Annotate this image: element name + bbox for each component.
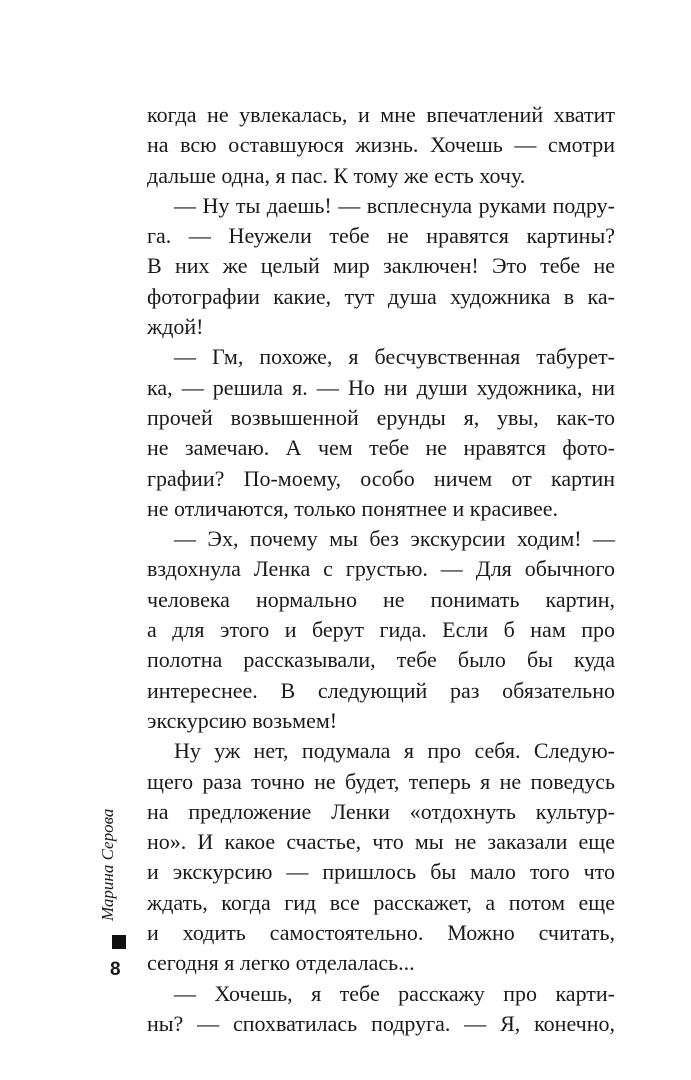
text-line: не отличаются, только понятнее и красивее. [147, 495, 559, 521]
text-line: — Эх, почему мы без экскурсии ходим! — [174, 526, 615, 552]
text-line: дальше одна, я пас. К тому же есть хочу. [147, 162, 526, 188]
text-line: В них же целый мир заключен! Это тебе не [147, 253, 615, 279]
text-line: на предложение Ленки «отдохнуть культур- [147, 798, 615, 824]
text-line: фотографии какие, тут душа художника в ка- [147, 283, 615, 309]
text-line: не замечаю. А чем тебе не нравятся фото- [147, 435, 615, 461]
text-line: но». И какое счастье, что мы не заказали еще [147, 829, 615, 855]
text-line: щего раза точно не будет, теперь я не поведусь [147, 768, 615, 794]
text-line: га. — Неужели тебе не нравятся картины? [147, 223, 615, 249]
text-line: ка, — решила я. — Но ни души художника, ни [147, 374, 615, 400]
text-line: ны? — спохватилась подруга. — Я, конечно, [147, 1010, 615, 1036]
text-line: ждой! [147, 314, 204, 340]
text-line: и экскурсию — пришлось бы мало того что [147, 859, 615, 885]
text-line: полотна рассказывали, тебе было бы куда [147, 647, 615, 673]
running-head: Марина Серова [98, 808, 117, 921]
text-line: вздохнула Ленка с грустью. — Для обычного [147, 556, 615, 582]
text-line: интереснее. В следующий раз обязательно [147, 677, 615, 703]
text-line: ждать, когда гид все расскажет, а потом еще [147, 889, 615, 915]
text-line: и ходить самостоятельно. Можно считать, [147, 920, 615, 946]
body-text [147, 100, 615, 1039]
text-line: — Гм, похоже, я бесчувственная табурет- [174, 344, 615, 370]
text-line: а для этого и берут гида. Если б нам про [147, 617, 615, 643]
page-number: 8 [110, 959, 121, 980]
text-line: Ну уж нет, подумала я про себя. Следую- [174, 738, 615, 764]
text-line: когда не увлекалась, и мне впечатлений хватит [147, 102, 615, 127]
text-line: человека нормально не понимать картин, [147, 586, 615, 612]
text-line: сегодня я легко отделалась... [147, 950, 415, 976]
text-line: — Хочешь, я тебе расскажу про карти- [174, 980, 615, 1006]
text-line: — Ну ты даешь! — всплеснула руками подру- [174, 192, 615, 218]
page-marker-square [112, 935, 126, 949]
text-line: прочей возвышенной ерунды я, увы, как-то [147, 404, 615, 430]
text-line: экскурсию возьмем! [147, 707, 338, 733]
text-line: на всю оставшуюся жизнь. Хочешь — смотри [147, 132, 615, 158]
text-line: графии? По-моему, особо ничем от картин [147, 465, 615, 491]
